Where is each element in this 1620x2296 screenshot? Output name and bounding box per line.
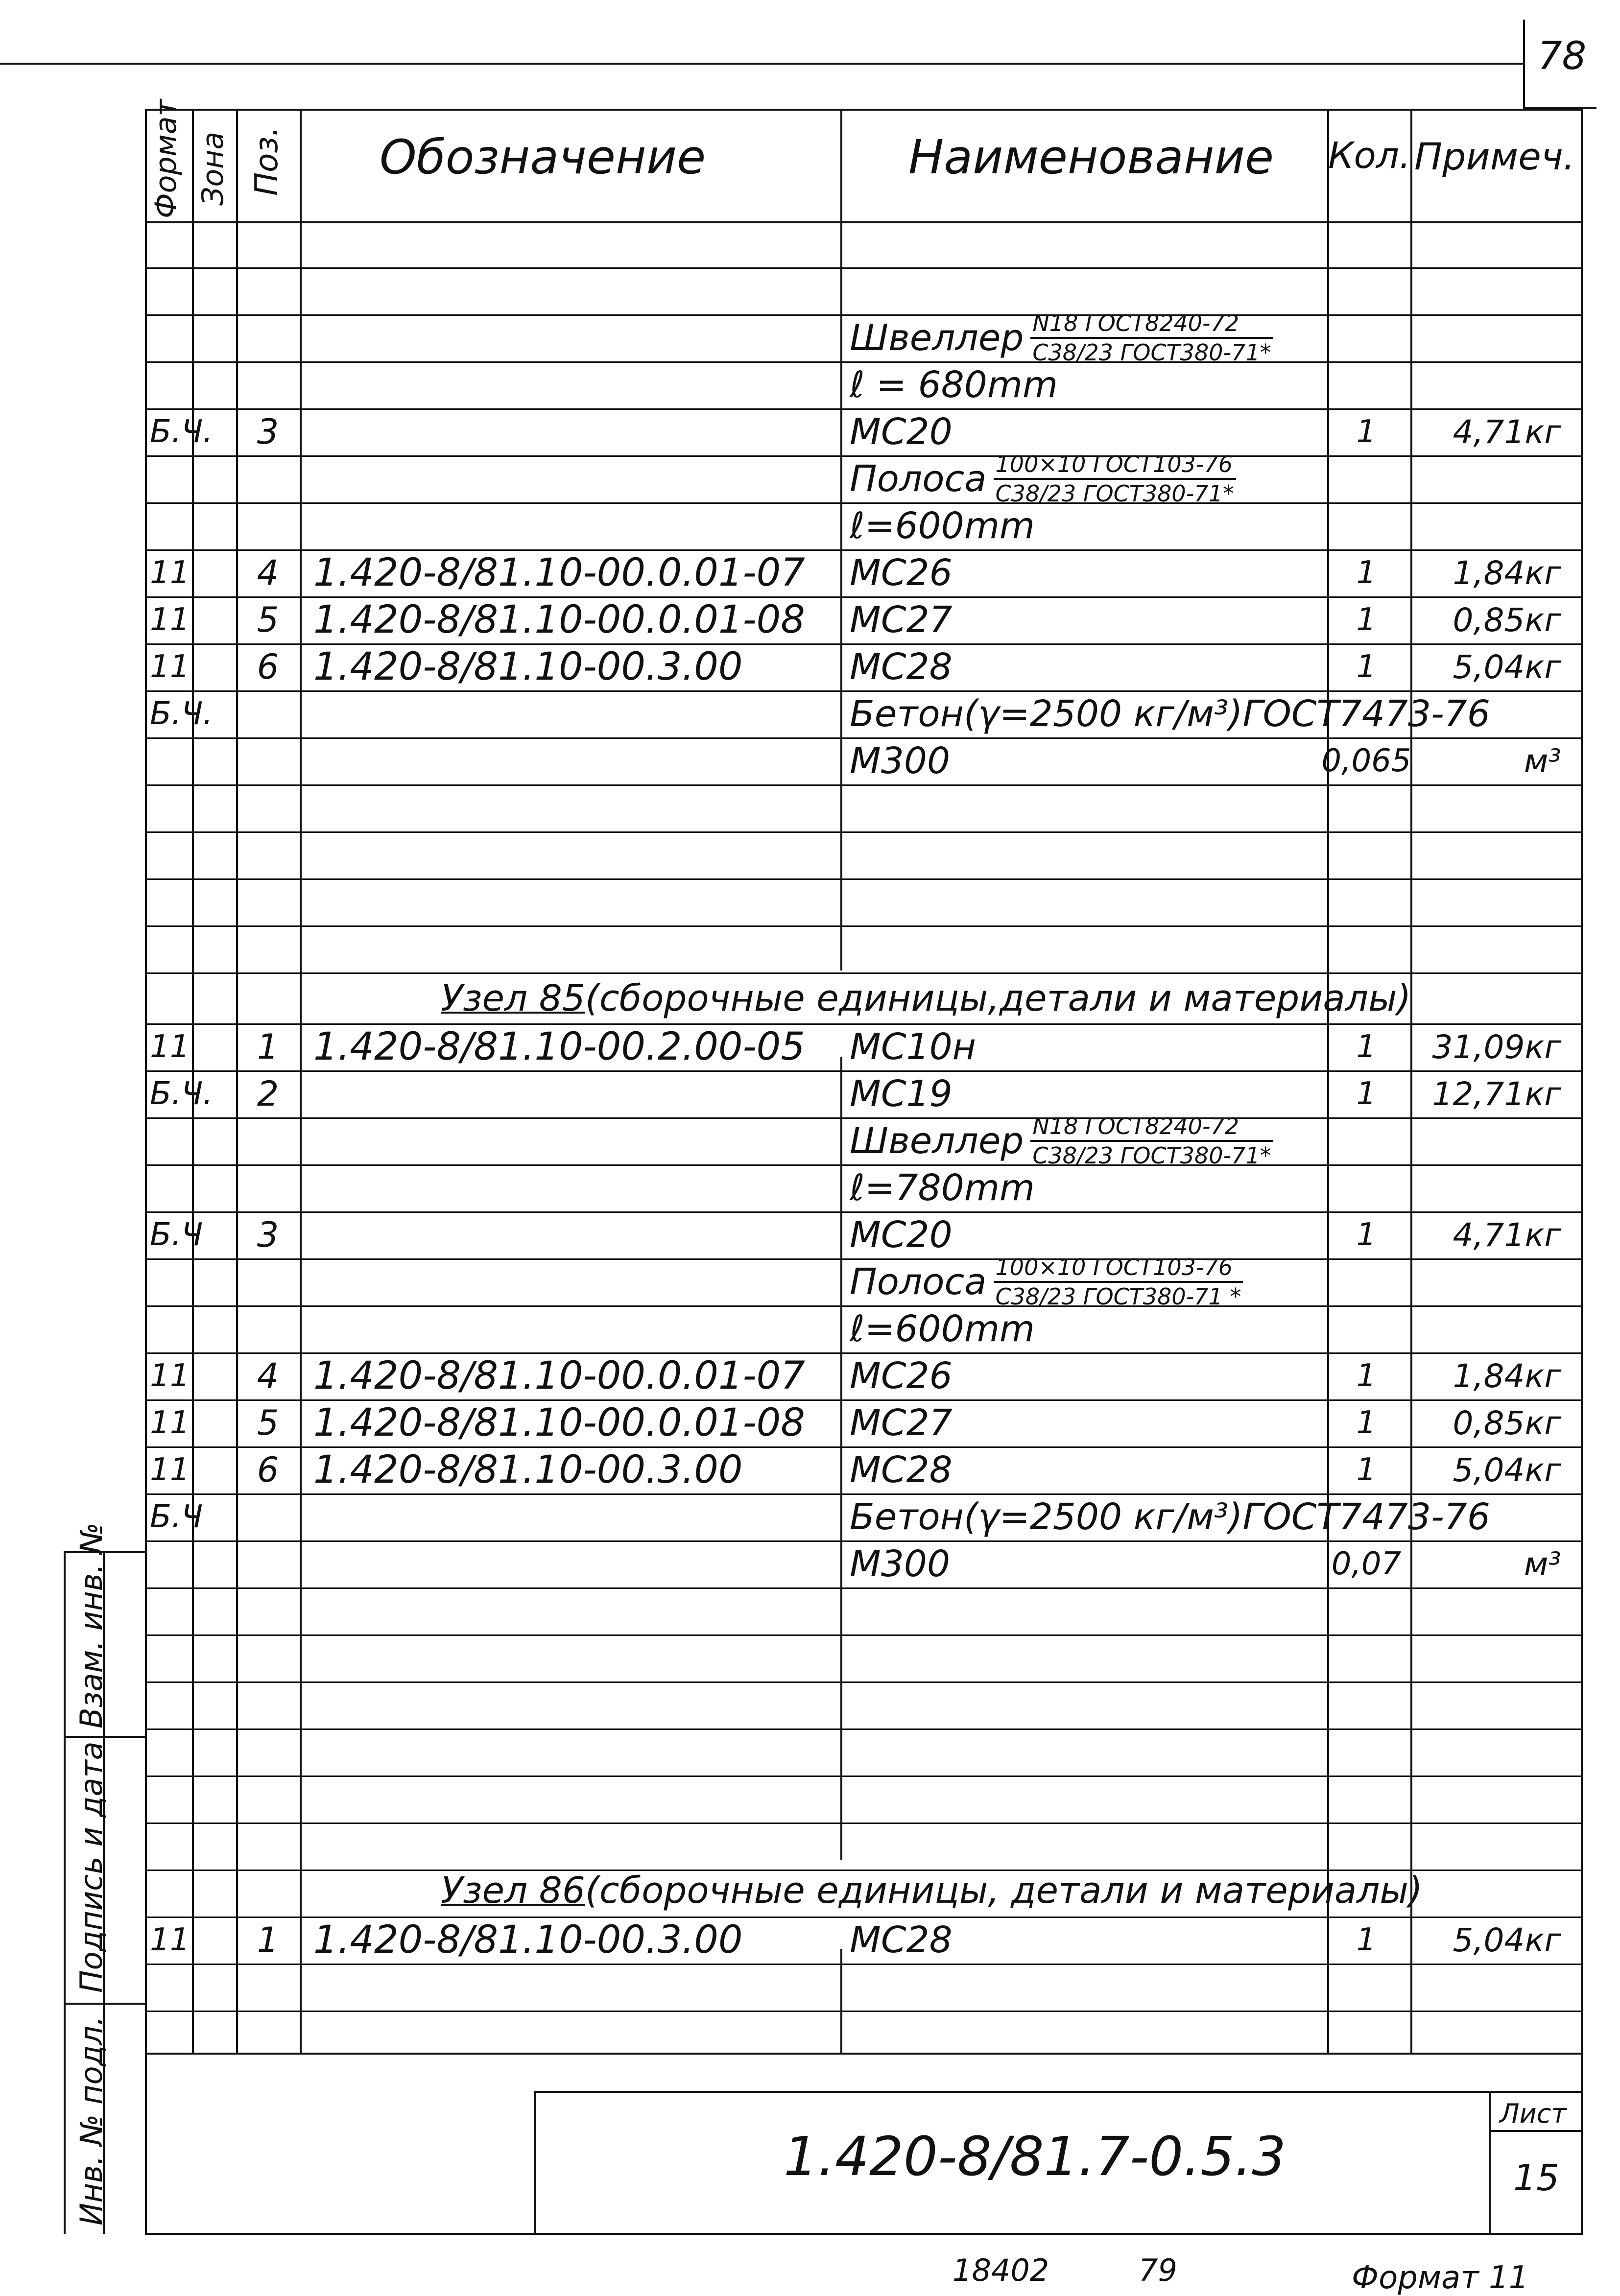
cell-name [850,1493,1490,1540]
cell-quantity: 1 [1356,414,1377,450]
cell-designation [313,690,833,737]
cell-position: 1 [257,1920,279,1960]
cell-quantity [1322,784,1410,831]
cell-note [1410,1164,1567,1211]
cell-note: м³ [1524,1545,1561,1583]
cell-format: 11 [150,1405,190,1441]
row-rule [145,878,1583,880]
cell-name [850,1164,1330,1211]
header-format: Формат [149,99,183,218]
cell-position [236,1493,300,1540]
cell-name [850,1070,1330,1117]
cell-format [145,1587,194,1634]
cell-name [850,1446,1330,1493]
top-rule [0,63,1523,65]
cell-format [145,737,194,784]
cell-quantity: 1 [1356,1452,1377,1488]
cell-name-text: М300 [850,1543,951,1585]
cell-note [1410,1305,1567,1352]
side-column-left [64,1551,66,2234]
title-block-sheet-rule [1489,2130,1582,2132]
cell-note: 31,09кг [1432,1028,1561,1066]
cell-note: 4,71кг [1453,1216,1561,1254]
cell-name [850,1113,1330,1169]
cell-designation [313,1070,833,1117]
row-rule [145,1681,1583,1683]
row-rule [145,925,1583,927]
cell-format [145,1258,194,1305]
cell-format [145,314,194,361]
cell-format: 11 [150,1029,190,1065]
cell-designation: 1.420-8/81.10-00.3.00 [313,645,743,689]
cell-quantity [1322,1587,1410,1634]
cell-designation: 1.420-8/81.10-00.2.00-05 [313,1025,805,1069]
row-rule [145,831,1583,833]
row-rule [145,1728,1583,1730]
cell-name [850,1540,1330,1587]
sheet-label: Лист [1500,2098,1567,2129]
cell-name [850,690,1490,737]
cell-note: 12,71кг [1432,1075,1561,1113]
row-rule [145,1964,1583,1965]
profile-fraction [1030,1112,1273,1169]
cell-designation [313,1117,833,1164]
cell-name-text: МС26 [850,1355,953,1397]
cell-name-text: Бетон(γ=2500 кг/м³)ГОСТ7473-76 [850,693,1490,735]
cell-note [1410,690,1567,737]
cell-name-text: МС28 [850,1449,953,1491]
side-label-inv-replace: Взам. инв. № [73,1522,109,1728]
col-sep-designation-b [840,1057,842,1860]
cell-position [236,737,300,784]
cell-name [850,643,1330,690]
cell-position: 3 [257,1215,279,1255]
cell-name-text: М300 [850,740,951,782]
cell-designation [313,1258,833,1305]
cell-quantity: 1 [1356,1405,1377,1441]
cell-position [236,361,300,408]
cell-name [850,502,1330,549]
cell-quantity [1322,1493,1410,1540]
cell-name [850,451,1330,507]
cell-name-text: МС26 [850,552,953,594]
header-designation: Обозначение [380,130,706,185]
cell-designation [313,784,833,831]
cell-name [850,549,1330,596]
cell-designation [313,1305,833,1352]
cell-name-text: ℓ=600mm [850,1308,1035,1350]
fraction-denominator: С38/23 ГОСТ380-71 * [995,1283,1241,1310]
cell-note: 0,85кг [1453,601,1561,639]
cell-position [236,1587,300,1634]
cell-format: 11 [150,1452,190,1488]
cell-note: 1,84кг [1453,554,1561,592]
header-zone: Зона [196,131,230,206]
cell-designation [313,361,833,408]
side-sep-1 [64,1736,146,1738]
cell-position: 5 [257,1403,279,1443]
row-rule [145,972,1583,974]
cell-quantity [1322,1305,1410,1352]
cell-name [850,1352,1330,1399]
cell-format [145,455,194,502]
cell-note: 5,04кг [1453,1451,1561,1489]
cell-quantity: 1 [1356,1076,1377,1112]
cell-note [1410,1117,1567,1164]
cell-note [1410,455,1567,502]
fraction-numerator: N18 ГОСТ8240-72 [1030,309,1273,339]
page-number-box-left [1523,20,1525,108]
cell-format: 11 [150,602,190,638]
footer-format-label: Формат 11 [1352,2260,1529,2296]
cell-position: 6 [257,1450,279,1490]
header-name: Наименование [908,130,1274,185]
title-block-left [534,2091,536,2234]
cell-name-text: МС28 [850,646,953,688]
cell-format: 11 [150,555,190,591]
side-label-sign-date: Подпись и дата [73,1741,109,1993]
fraction-denominator: С38/23 ГОСТ380-71* [995,480,1234,507]
cell-note [1410,502,1567,549]
cell-name [850,361,1330,408]
cell-position [236,314,300,361]
cell-name-text: МС27 [850,1402,953,1444]
cell-format [145,784,194,831]
cell-name-text: МС20 [850,411,953,453]
header-qty: Кол. [1328,135,1411,177]
cell-designation: 1.420-8/81.10-00.0.01-08 [313,598,805,642]
cell-quantity: 1 [1356,1922,1377,1958]
cell-designation [313,408,833,455]
cell-name-text: Швеллер [850,317,1024,359]
cell-name-text: МС27 [850,599,953,641]
cell-name [850,1399,1330,1446]
cell-name-text: Полоса [850,458,987,500]
cell-name [850,784,1330,831]
cell-name-text: МС10н [850,1026,977,1068]
cell-format [145,1305,194,1352]
cell-position: 4 [257,1356,279,1396]
header-note: Примеч. [1414,135,1575,178]
cell-position [236,1164,300,1211]
cell-designation: 1.420-8/81.10-00.0.01-07 [313,551,805,595]
footer-stamp-left: 18402 [953,2252,1049,2288]
cell-designation [313,502,833,549]
cell-name [850,1023,1330,1070]
cell-format [145,1117,194,1164]
section-heading-uzel-86 [441,1870,1423,1912]
col-sep-pos [300,109,302,2053]
cell-position: 4 [257,553,279,593]
cell-note [1410,1258,1567,1305]
cell-name [850,1587,1330,1634]
frame-top [145,109,1583,111]
cell-quantity [1322,690,1410,737]
cell-note [1410,314,1567,361]
cell-quantity [1322,1258,1410,1305]
cell-quantity: 0,07 [1331,1546,1402,1582]
cell-designation [313,1164,833,1211]
fraction-numerator: 100×10 ГОСТ103-76 [994,1254,1243,1283]
cell-position [236,690,300,737]
row-rule [145,1634,1583,1636]
cell-quantity [1322,455,1410,502]
cell-designation [313,1211,833,1258]
side-label-inv-orig: Инв. № подл. [73,2016,109,2225]
cell-quantity [1322,361,1410,408]
document-code: 1.420-8/81.7-0.5.3 [784,2125,1286,2188]
title-block-top-rule [145,2053,1583,2055]
fraction-numerator: 100×10 ГОСТ103-76 [994,450,1236,480]
fraction-numerator: N18 ГОСТ8240-72 [1030,1112,1273,1142]
cell-quantity: 1 [1356,555,1377,591]
title-block-sheet-sep [1489,2091,1491,2234]
cell-name-text: Швеллер [850,1120,1024,1162]
cell-note: 1,84кг [1453,1357,1561,1395]
cell-quantity: 1 [1356,649,1377,685]
cell-quantity: 1 [1356,1358,1377,1394]
sheet-number: 15 [1513,2157,1560,2199]
cell-position [236,502,300,549]
cell-designation [313,737,833,784]
frame-right [1581,109,1583,2234]
cell-note [1410,784,1567,831]
cell-position: 3 [257,412,279,452]
cell-format [145,1164,194,1211]
cell-note [1410,1587,1567,1634]
cell-note: 5,04кг [1453,1921,1561,1959]
cell-designation [313,455,833,502]
section-heading-uzel-85 [441,977,1411,1019]
cell-name-text: ℓ = 680mm [850,364,1058,406]
header-pos: Поз. [249,126,285,196]
fraction-denominator: С38/23 ГОСТ380-71* [1032,1142,1271,1169]
cell-designation: 1.420-8/81.10-00.0.01-08 [313,1401,805,1445]
cell-format: Б.Ч. [150,696,213,732]
section-85-title: Узел 85 [441,977,585,1019]
cell-note [1410,361,1567,408]
cell-format: 11 [150,1358,190,1394]
cell-designation [313,1540,833,1587]
cell-name [850,1254,1330,1310]
cell-quantity [1322,1117,1410,1164]
cell-format: Б.Ч. [150,1076,213,1112]
cell-position: 6 [257,647,279,687]
cell-format [145,502,194,549]
cell-designation [313,1587,833,1634]
page-number: 78 [1538,34,1587,78]
profile-fraction [994,450,1236,507]
title-block-inner-top [534,2091,1582,2093]
cell-designation: 1.420-8/81.10-00.0.01-07 [313,1354,805,1398]
cell-format: Б.Ч [150,1499,203,1535]
cell-note: 0,85кг [1453,1404,1561,1442]
cell-name [850,310,1330,366]
cell-name [850,1917,1330,1964]
cell-name [850,737,1330,784]
cell-position [236,455,300,502]
cell-name [850,1305,1330,1352]
cell-position [236,1258,300,1305]
section-86-title: Узел 86 [441,1870,585,1912]
row-rule [145,221,1583,223]
section-85-rest: (сборочные единицы,детали и материалы) [585,977,1411,1019]
cell-note [1410,1493,1567,1540]
cell-quantity: 1 [1356,1217,1377,1253]
col-sep-designation-a [840,109,842,970]
cell-note: м³ [1524,742,1561,780]
cell-format: Б.Ч. [150,414,213,450]
section-86-rest: (сборочные единицы, детали и материалы) [585,1870,1423,1912]
cell-format: Б.Ч [150,1217,203,1253]
side-sep-2 [64,2003,146,2005]
cell-name [850,1211,1330,1258]
cell-name-text: МС19 [850,1073,953,1115]
cell-name-text: Полоса [850,1261,987,1303]
cell-quantity: 1 [1356,1029,1377,1065]
cell-position: 1 [257,1027,279,1067]
cell-position: 5 [257,600,279,640]
fraction-denominator: С38/23 ГОСТ380-71* [1032,339,1271,366]
row-rule [145,1823,1583,1824]
cell-quantity [1322,314,1410,361]
cell-name [850,408,1330,455]
cell-position: 2 [257,1074,279,1114]
cell-name-text: Бетон(γ=2500 кг/м³)ГОСТ7473-76 [850,1496,1490,1538]
cell-quantity [1322,1164,1410,1211]
cell-name [850,596,1330,643]
cell-quantity: 1 [1356,602,1377,638]
cell-position [236,1305,300,1352]
cell-position [236,1540,300,1587]
cell-designation [313,1493,833,1540]
frame-bottom [145,2233,1583,2235]
row-rule [145,2011,1583,2012]
cell-note: 4,71кг [1453,413,1561,451]
cell-position [236,784,300,831]
cell-format [145,361,194,408]
profile-fraction [994,1254,1243,1310]
profile-fraction [1030,309,1273,366]
cell-format: 11 [150,649,190,685]
cell-quantity: 0,065 [1321,743,1411,779]
cell-designation [313,314,833,361]
footer-stamp-right: 79 [1139,2252,1177,2288]
cell-format: 11 [150,1922,190,1958]
cell-position [236,1117,300,1164]
cell-quantity [1322,502,1410,549]
cell-name-text: МС28 [850,1919,953,1961]
cell-name-text: ℓ=600mm [850,505,1035,547]
cell-name-text: ℓ=780mm [850,1167,1035,1209]
cell-designation: 1.420-8/81.10-00.3.00 [313,1918,743,1962]
cell-format [145,1540,194,1587]
row-rule [145,267,1583,269]
cell-designation: 1.420-8/81.10-00.3.00 [313,1448,743,1492]
cell-name-text: МС20 [850,1214,953,1256]
row-rule [145,1775,1583,1777]
cell-note: 5,04кг [1453,648,1561,686]
